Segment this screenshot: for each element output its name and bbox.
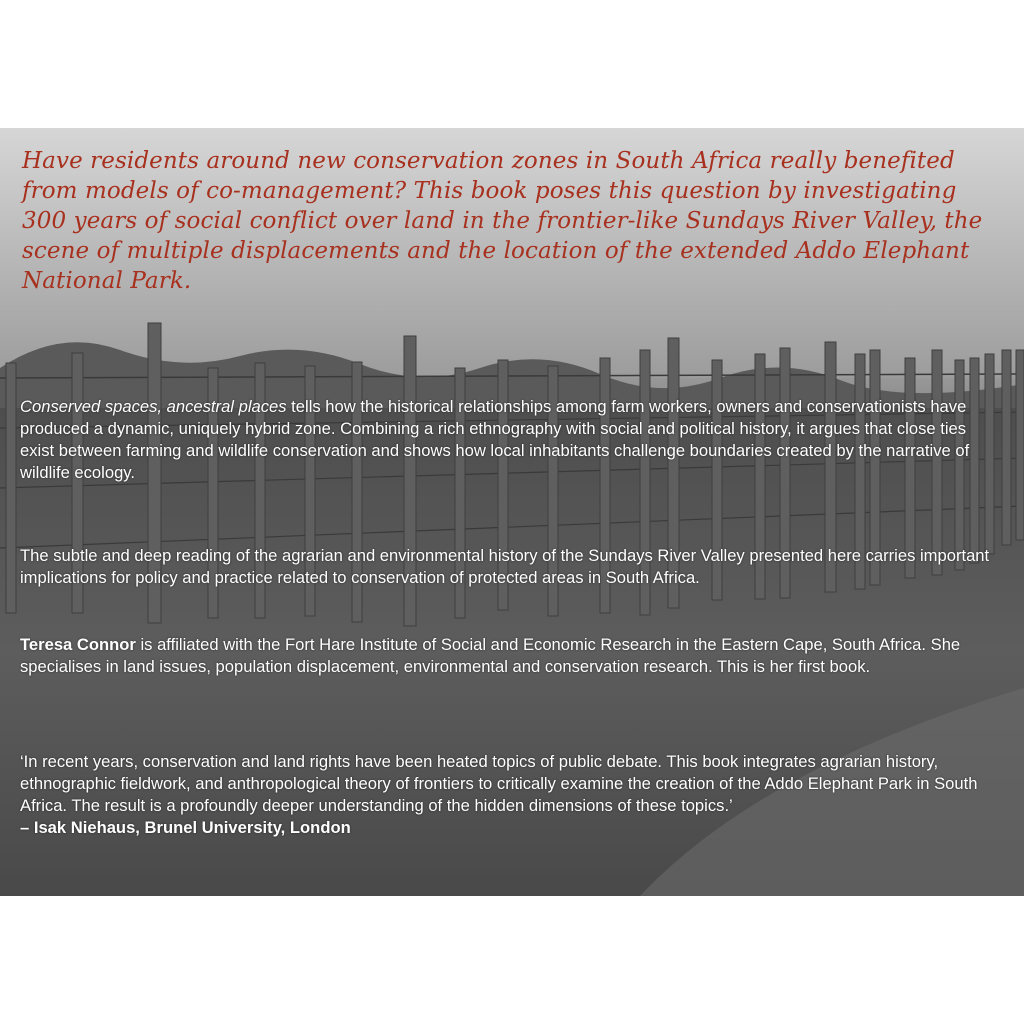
book-title-italic: Conserved spaces, ancestral places [20,397,287,416]
author-name: Teresa Connor [20,635,136,654]
endorsement-quote [20,751,1000,839]
implications-paragraph: The subtle and deep reading of the agrarian and environmental history of the Sundays River Valley presented here carries important implications for policy and practice related to conservation of protected areas in South Africa. [20,546,990,587]
description-paragraph [20,396,1000,484]
blurb-text: Have residents around new conservation zones in South Africa really benefited from models of co-management? This book poses this question by investigating 300 years of social conflict over land in the frontier-like Sundays River Valley, the scene of multiple displacements and the location of the extended Addo Elephant National Park. [22,148,983,294]
author-bio-paragraph [20,634,1000,678]
quote-text: ‘In recent years, conservation and land rights have been heated topics of public debate. This book integrates agrarian history, ethnographic fieldwork, and anthropological theory of frontiers to critically examine the creation of the Addo Elephant Park in South Africa. The result is a profoundly deeper understanding of the hidden dimensions of these topics.’ [20,752,978,815]
quote-attribution: – Isak Niehaus, Brunel University, London [20,818,351,837]
author-bio-text: is affiliated with the Fort Hare Institute of Social and Economic Research in the Eastern Cape, South Africa. She specialises in land issues, population displacement, environmental and conservation research. This is her first book. [20,635,961,676]
description-text: tells how the historical relationships among farm workers, owners and conservationists have produced a dynamic, uniquely hybrid zone. Combining a rich ethnography with social and political history, it argues that close ties exist between farming and wildlife conservation and shows how local inhabitants challenge boundaries created by the narrative of wildlife ecology. [20,397,970,482]
back-cover [0,128,1024,896]
